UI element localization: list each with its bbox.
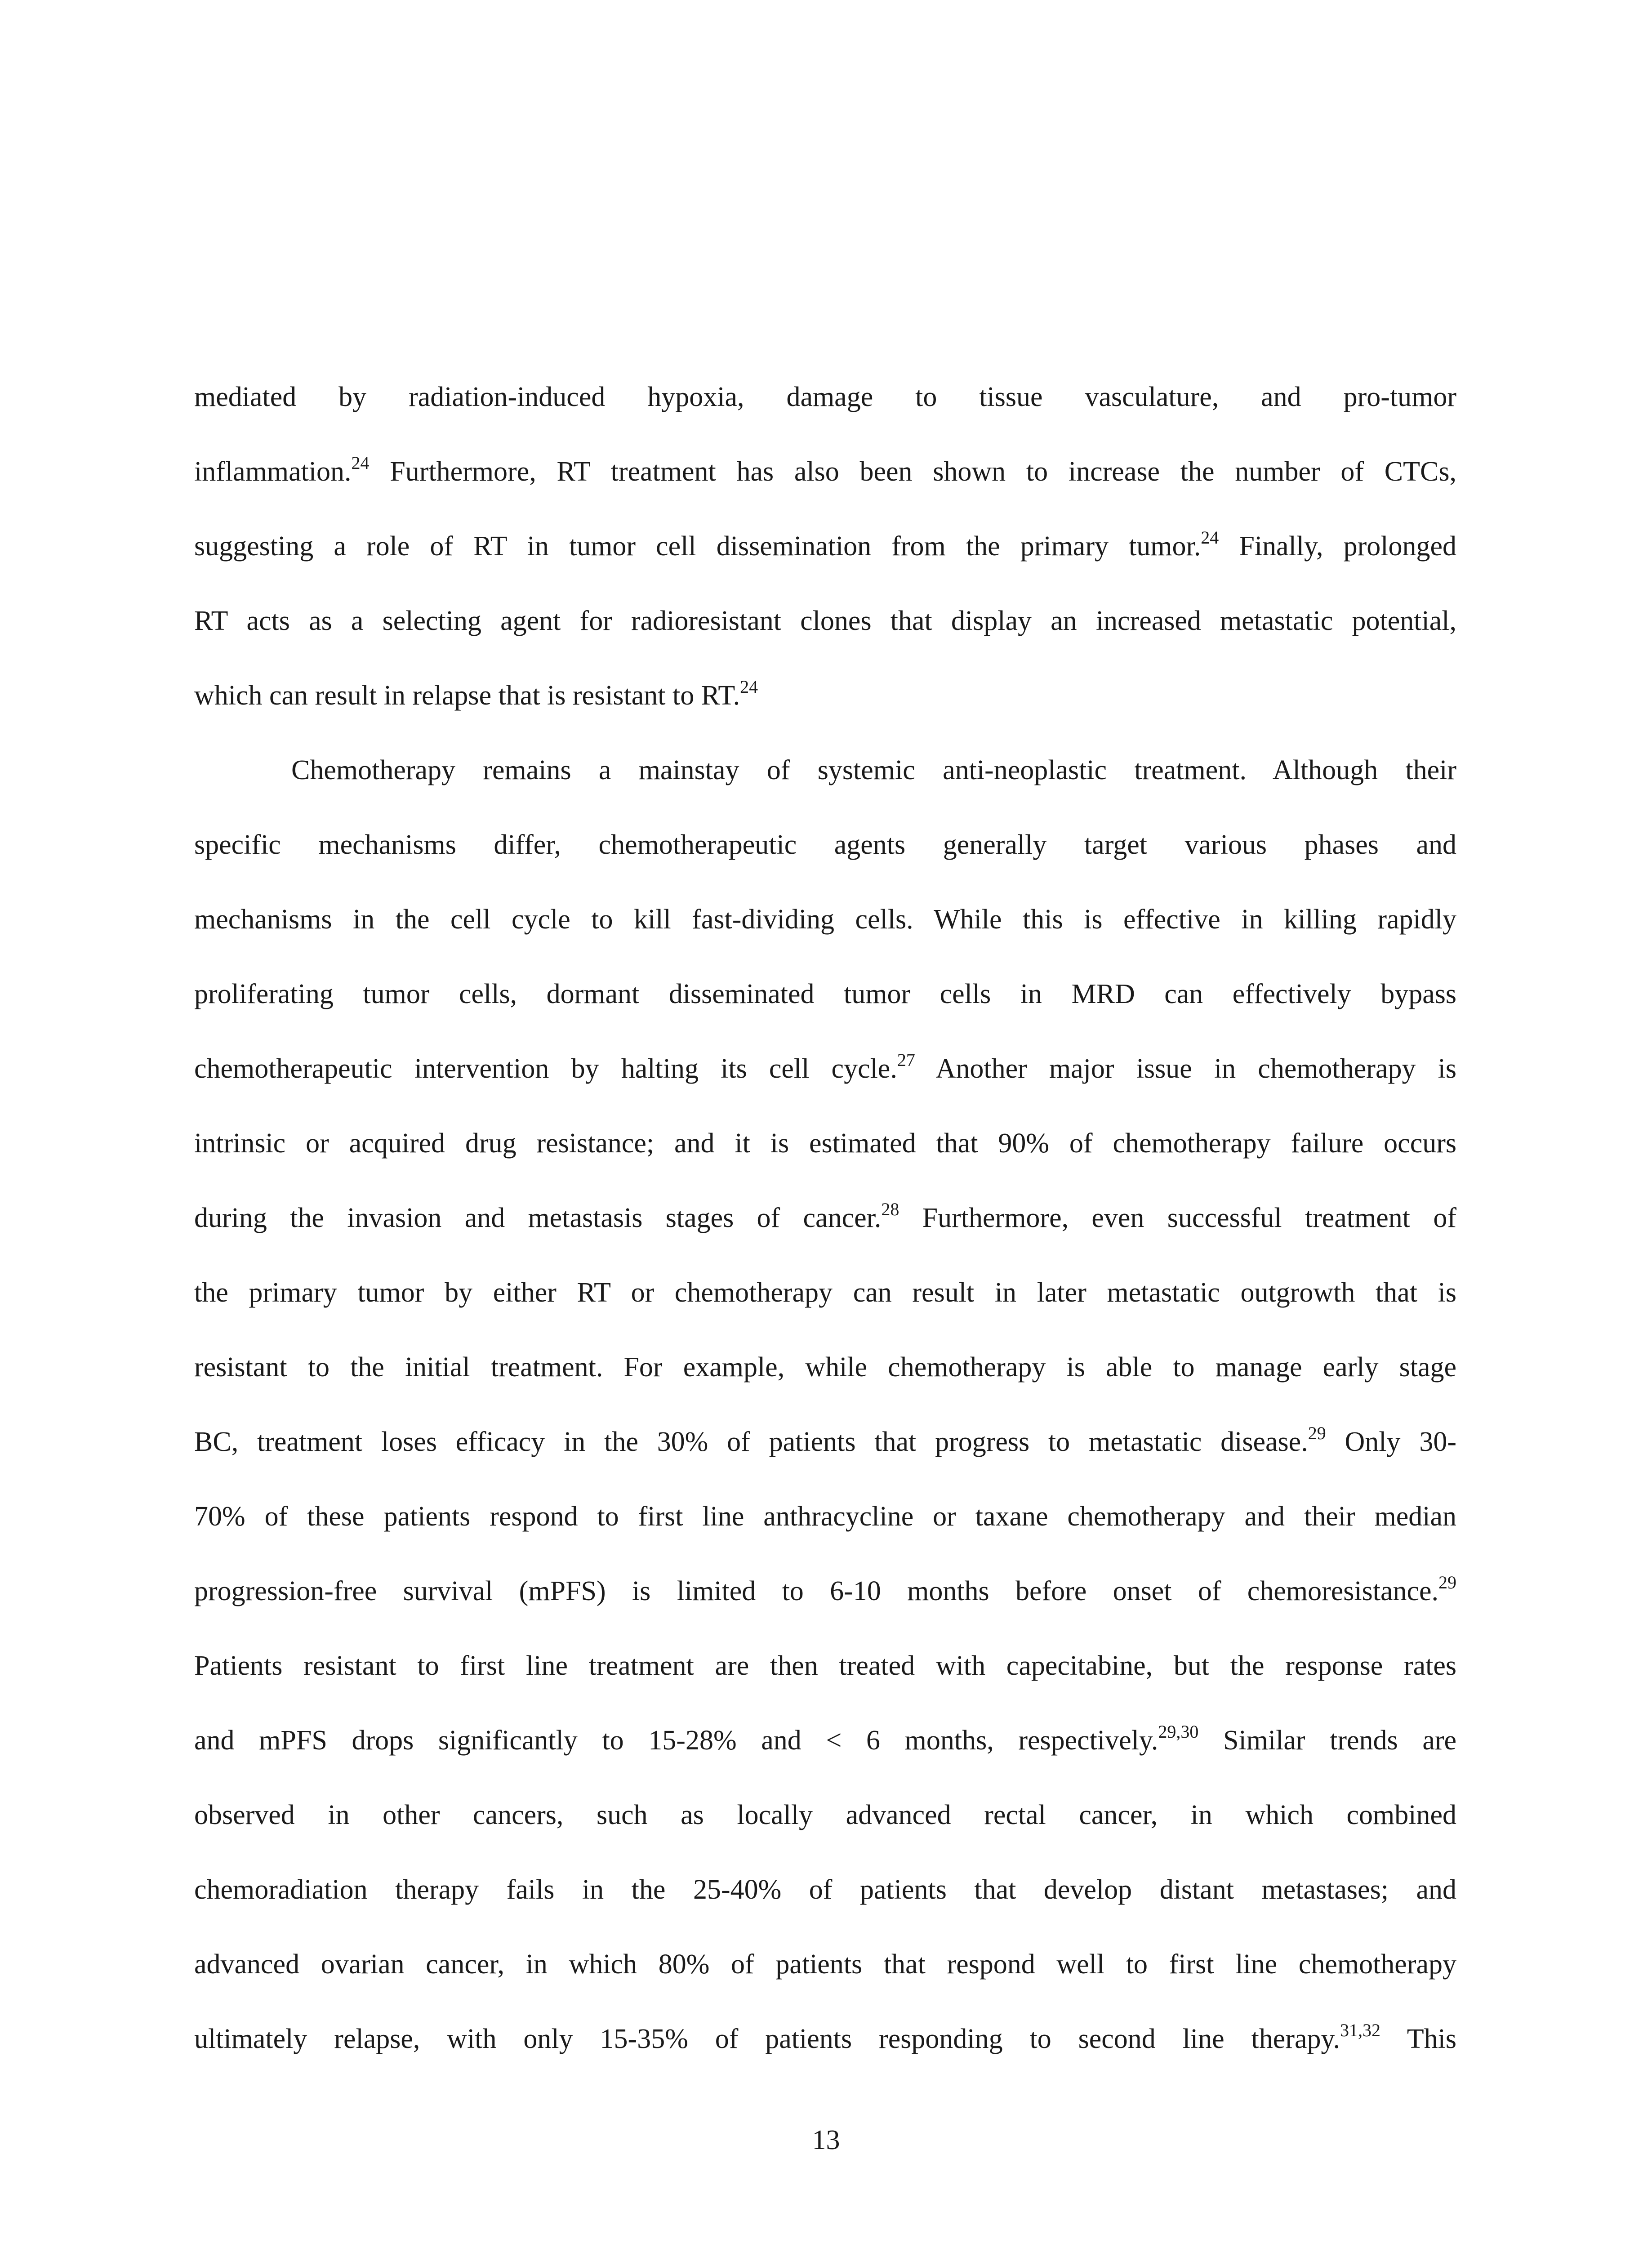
page-number: 13 xyxy=(812,2125,840,2155)
text-line: ultimately relapse, with only 15-35% of patients responding to second line therapy.$^{31,32}$ This xyxy=(194,2020,1456,2054)
text-line: specific mechanisms differ, chemotherapeutic agents generally target various phases and xyxy=(194,830,1456,860)
text-line: BC, treatment loses efficacy in the 30% of patients that progress to metastatic disease.$^{29}$ Only 30- xyxy=(194,1423,1456,1457)
text-line: mechanisms in the cell cycle to kill fast-dividing cells. While this is effective in killing rapidly xyxy=(194,904,1456,935)
text-line: suggesting a role of RT in tumor cell dissemination from the primary tumor.$^{24}$ Finally, prolonged xyxy=(194,527,1456,562)
text-line: intrinsic or acquired drug resistance; and it is estimated that 90% of chemotherapy failure occurs xyxy=(194,1128,1456,1159)
text-line: the primary tumor by either RT or chemotherapy can result in later metastatic outgrowth that is xyxy=(194,1277,1456,1308)
citation-ref: 24 xyxy=(351,453,370,473)
text-line: chemotherapeutic intervention by halting its cell cycle.$^{27}$ Another major issue in chemotherapy is xyxy=(194,1050,1456,1084)
citation-ref: 31,32 xyxy=(1340,2020,1380,2040)
text-line: and mPFS drops significantly to 15-28% and < 6 months, respectively.$^{29,30}$ Similar trends are xyxy=(194,1722,1456,1756)
citation-ref: 28 xyxy=(881,1199,899,1219)
citation-ref: 29 xyxy=(1308,1423,1326,1443)
citation-ref: 27 xyxy=(897,1050,915,1070)
text-line: advanced ovarian cancer, in which 80% of patients that respond well to first line chemotherapy xyxy=(194,1949,1456,1980)
text-line: proliferating tumor cells, dormant disseminated tumor cells in MRD can effectively bypass xyxy=(194,979,1456,1009)
text-line: inflammation.$^{24}$ Furthermore, RT treatment has also been shown to increase the number of CTCs, xyxy=(194,453,1456,487)
text-line: mediated by radiation-induced hypoxia, damage to tissue vasculature, and pro-tumor xyxy=(194,382,1456,412)
text-line: which can result in relapse that is resistant to RT.$^{24}$ xyxy=(194,677,758,711)
text-line: during the invasion and metastasis stages of cancer.$^{28}$ Furthermore, even successful treatment of xyxy=(194,1199,1456,1233)
text-line: Chemotherapy remains a mainstay of systemic anti-neoplastic treatment. Although their xyxy=(291,755,1456,785)
citation-ref: 29,30 xyxy=(1158,1722,1199,1742)
text-line: chemoradiation therapy fails in the 25-40% of patients that develop distant metastases; and xyxy=(194,1874,1456,1905)
citation-ref: 29 xyxy=(1438,1572,1456,1592)
citation-ref: 24 xyxy=(740,677,758,697)
text-line: Patients resistant to first line treatment are then treated with capecitabine, but the response rates xyxy=(194,1650,1456,1681)
text-line: resistant to the initial treatment. For example, while chemotherapy is able to manage early stage xyxy=(194,1352,1456,1383)
text-line: RT acts as a selecting agent for radioresistant clones that display an increased metastatic potential, xyxy=(194,606,1456,636)
text-line: observed in other cancers, such as locally advanced rectal cancer, in which combined xyxy=(194,1800,1456,1830)
body-text xyxy=(194,360,1456,2076)
text-line: 70% of these patients respond to first line anthracycline or taxane chemotherapy and their median xyxy=(194,1501,1456,1532)
text-line: progression-free survival (mPFS) is limited to 6-10 months before onset of chemoresistance.$^{29}$ xyxy=(194,1572,1456,1606)
citation-ref: 24 xyxy=(1201,527,1219,548)
